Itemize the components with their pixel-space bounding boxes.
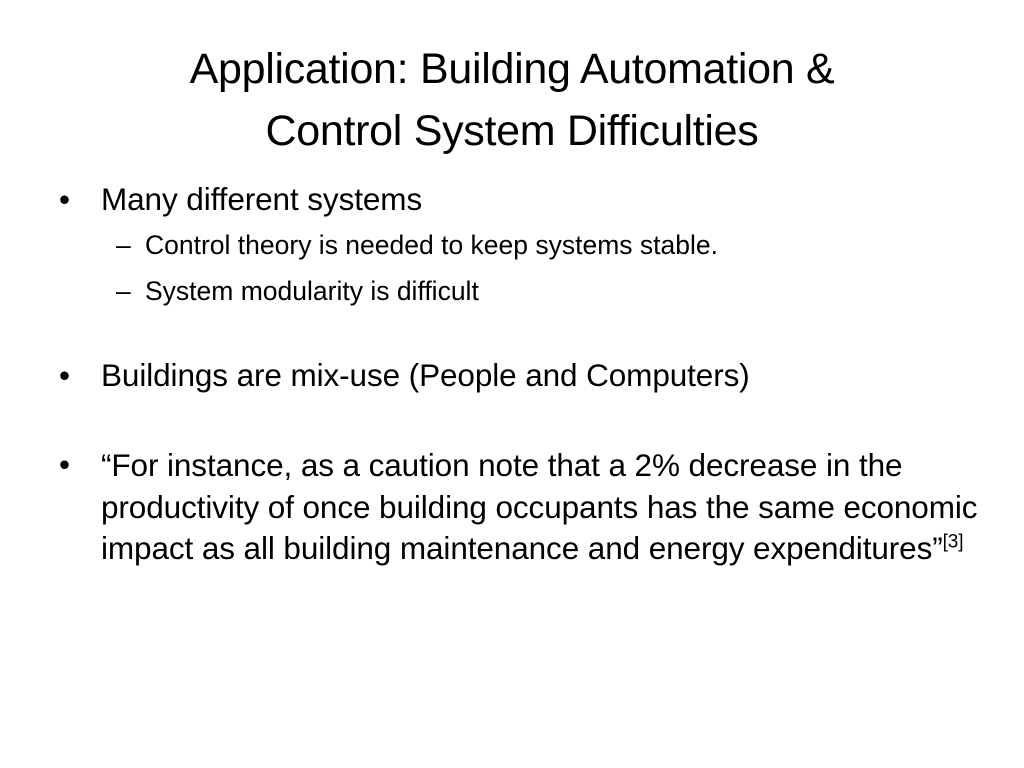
- bullet-dot-icon: •: [59, 357, 70, 393]
- dash-icon: –: [116, 230, 131, 260]
- bullet-text: Buildings are mix-use (People and Computers): [101, 357, 750, 393]
- sub-bullet-control-theory: [56, 228, 996, 263]
- bullet-text: Many different systems: [101, 181, 423, 217]
- slide-title: [56, 38, 968, 162]
- slide-body: [56, 180, 996, 570]
- quote-text-block: [101, 445, 996, 570]
- bullet-dot-icon: •: [59, 446, 70, 482]
- quote-text: “For instance, as a caution note that a 2% decrease in the productivity of once building occupants has the same economic impact as all building maintenance and energy expenditures”: [101, 447, 978, 566]
- reference-superscript: [3]: [942, 531, 964, 553]
- sub-bullet-system-modularity: [56, 274, 996, 309]
- dash-icon: –: [116, 276, 131, 306]
- bullet-productivity-quote: [56, 445, 996, 570]
- sub-bullet-text: System modularity is difficult: [145, 276, 479, 306]
- bullet-buildings-mix-use: [56, 356, 996, 394]
- bullet-many-different-systems: [56, 180, 996, 218]
- sub-bullet-text: Control theory is needed to keep systems stable.: [145, 230, 718, 260]
- title-line-1: Application: Building Automation &: [189, 45, 835, 93]
- title-line-2: Control System Difficulties: [265, 107, 759, 155]
- bullet-dot-icon: •: [59, 181, 70, 217]
